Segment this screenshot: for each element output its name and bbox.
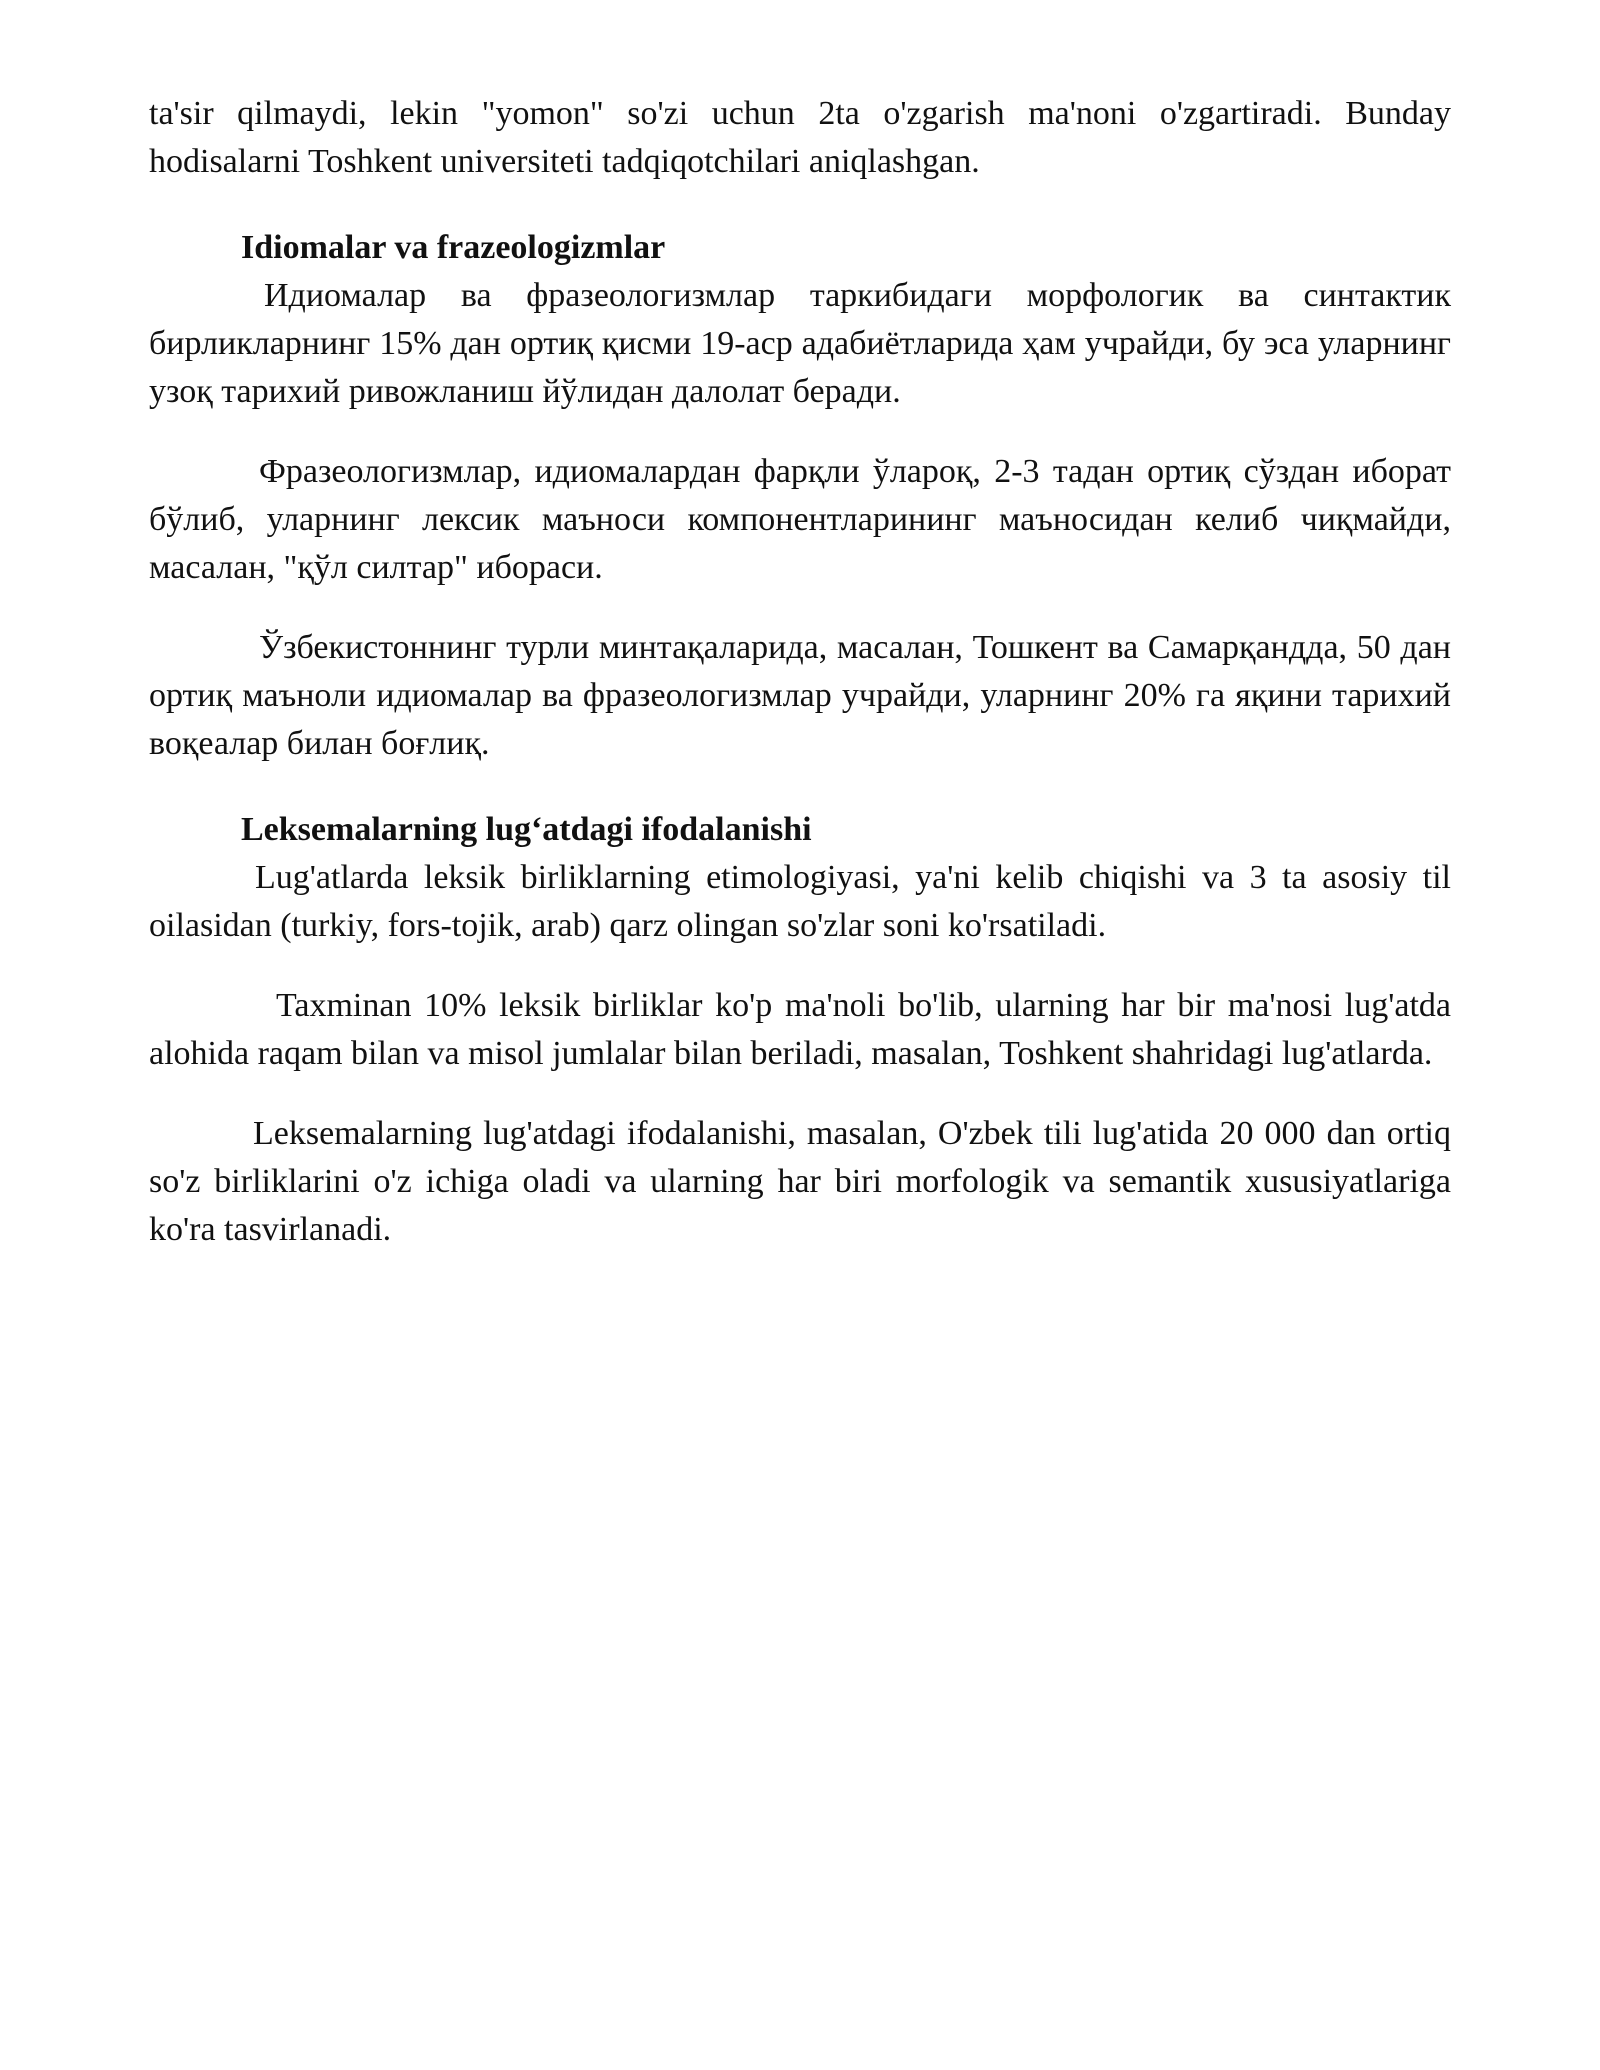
document-page [149, 90, 1451, 1254]
paragraph-idioms-2: Фразеологизмлар, идиомалардан фарқли ўлароқ, 2-3 тадан ортиқ сўздан иборат бўлиб, уларнинг лексик маъноси компонентларининг маъносидан келиб чиқмайди, масалан, "қўл силтар" ибораси. [149, 453, 1451, 586]
section-heading-lexemes: Leksemalarning lug‘atdagi ifodalanishi [241, 811, 812, 848]
paragraph-idioms-3: Ўзбекистоннинг турли минтақаларида, масалан, Тошкент ва Самарқандда, 50 дан ортиқ маъноли идиомалар ва фразеологизмлар учрайди, уларнинг 20% га яқини тарихий воқеалар билан боғлиқ. [149, 629, 1451, 762]
section-heading-idioms: Idiomalar va frazeologizmlar [241, 229, 666, 266]
paragraph-lexemes-2: Taxminan 10% leksik birliklar ko'p ma'noli bo'lib, ularning har bir ma'nosi lug'atda alohida raqam bilan va misol jumlalar bilan beriladi, masalan, Toshkent shahridagi lug'atlarda. [149, 987, 1451, 1072]
paragraph-lexemes-3: Leksemalarning lug'atdagi ifodalanishi, masalan, O'zbek tili lug'atida 20 000 dan ortiq so'z birliklarini o'z ichiga oladi va ularning har biri morfologik va semantik xususiyatlariga ko'ra tasvirlanadi. [149, 1115, 1451, 1248]
intro-paragraph: ta'sir qilmaydi, lekin "yomon" so'zi uchun 2ta o'zgarish ma'noni o'zgartiradi. Bunday hodisalarni Toshkent universiteti tadqiqotchilari aniqlashgan. [149, 95, 1451, 180]
paragraph-lexemes-1: Lug'atlarda leksik birliklarning etimologiyasi, ya'ni kelib chiqishi va 3 ta asosiy til oilasidan (turkiy, fors-tojik, arab) qarz olingan so'zlar soni ko'rsatiladi. [149, 859, 1451, 944]
paragraph-idioms-1: Идиомалар ва фразеологизмлар таркибидаги морфологик ва синтактик бирликларнинг 15% дан ортиқ қисми 19-аср адабиётларида ҳам учрайди, бу эса уларнинг узоқ тарихий ривожланиш йўлидан далолат беради. [149, 277, 1451, 410]
